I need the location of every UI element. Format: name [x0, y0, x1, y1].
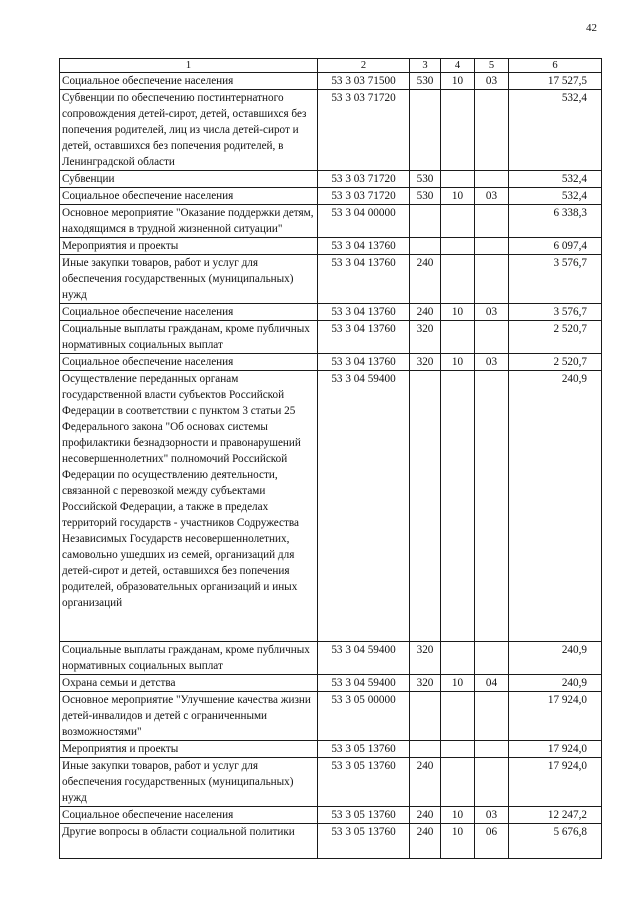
column-header: 2: [318, 59, 410, 73]
expense-type-cell: 240: [410, 824, 441, 859]
subsection-cell: [475, 321, 509, 354]
item-name-cell: Социальное обеспечение населения: [60, 188, 318, 205]
item-name-cell: Социальное обеспечение населения: [60, 354, 318, 371]
target-code-cell: 53 3 05 13760: [318, 758, 410, 807]
amount-cell: 6 338,3: [509, 205, 602, 238]
section-cell: [441, 205, 475, 238]
amount-cell: 240,9: [509, 371, 602, 642]
expense-type-cell: 530: [410, 188, 441, 205]
amount-cell: 12 247,2: [509, 807, 602, 824]
expense-type-cell: [410, 90, 441, 171]
amount-cell: 240,9: [509, 642, 602, 675]
expense-type-cell: 320: [410, 354, 441, 371]
amount-cell: 2 520,7: [509, 321, 602, 354]
expense-type-cell: [410, 692, 441, 741]
page-number: 42: [586, 22, 597, 34]
subsection-cell: [475, 205, 509, 238]
item-name-cell: Охрана семьи и детства: [60, 675, 318, 692]
target-code-cell: 53 3 03 71720: [318, 171, 410, 188]
table-row: [60, 642, 602, 675]
item-name-cell: Субвенции по обеспечению постинтернатного сопровождения детей-сирот, детей, оставшихся без попечения родителей, лиц из числа детей-сирот и детей, оставшихся без попечения родителей, в Ленинградской области: [60, 90, 318, 171]
target-code-cell: 53 3 04 13760: [318, 354, 410, 371]
target-code-cell: 53 3 05 13760: [318, 824, 410, 859]
item-name-cell: Социальное обеспечение населения: [60, 73, 318, 90]
section-cell: [441, 758, 475, 807]
subsection-cell: [475, 255, 509, 304]
expense-type-cell: 240: [410, 807, 441, 824]
expense-type-cell: [410, 371, 441, 642]
expense-type-cell: 530: [410, 73, 441, 90]
item-name-cell: Иные закупки товаров, работ и услуг для обеспечения государственных (муниципальных) нужд: [60, 255, 318, 304]
target-code-cell: 53 3 04 13760: [318, 321, 410, 354]
amount-cell: 17 924,0: [509, 741, 602, 758]
table-row: [60, 171, 602, 188]
expense-type-cell: 320: [410, 675, 441, 692]
table-row: [60, 371, 602, 642]
subsection-cell: 04: [475, 675, 509, 692]
amount-cell: 532,4: [509, 90, 602, 171]
target-code-cell: 53 3 04 13760: [318, 304, 410, 321]
section-cell: 10: [441, 824, 475, 859]
section-cell: [441, 741, 475, 758]
expense-type-cell: 240: [410, 255, 441, 304]
table-row: [60, 354, 602, 371]
target-code-cell: 53 3 05 00000: [318, 692, 410, 741]
subsection-cell: [475, 758, 509, 807]
column-header: 4: [441, 59, 475, 73]
expense-type-cell: [410, 238, 441, 255]
subsection-cell: [475, 642, 509, 675]
section-cell: 10: [441, 675, 475, 692]
amount-cell: 17 924,0: [509, 692, 602, 741]
table-row: [60, 188, 602, 205]
table-row: [60, 807, 602, 824]
table-row: [60, 238, 602, 255]
table-row: [60, 304, 602, 321]
table-row: [60, 73, 602, 90]
subsection-cell: [475, 171, 509, 188]
amount-cell: 17 527,5: [509, 73, 602, 90]
amount-cell: 2 520,7: [509, 354, 602, 371]
section-cell: 10: [441, 354, 475, 371]
target-code-cell: 53 3 04 59400: [318, 675, 410, 692]
section-cell: [441, 238, 475, 255]
table-row: [60, 255, 602, 304]
table-row: [60, 90, 602, 171]
section-cell: [441, 90, 475, 171]
table-row: [60, 692, 602, 741]
subsection-cell: [475, 371, 509, 642]
subsection-cell: 03: [475, 73, 509, 90]
budget-table: [59, 58, 602, 859]
amount-cell: 532,4: [509, 188, 602, 205]
target-code-cell: 53 3 04 13760: [318, 255, 410, 304]
target-code-cell: 53 3 04 59400: [318, 371, 410, 642]
item-name-cell: Мероприятия и проекты: [60, 238, 318, 255]
subsection-cell: 03: [475, 354, 509, 371]
target-code-cell: 53 3 04 00000: [318, 205, 410, 238]
amount-cell: 3 576,7: [509, 255, 602, 304]
table-row: [60, 741, 602, 758]
target-code-cell: 53 3 03 71500: [318, 73, 410, 90]
subsection-cell: 03: [475, 188, 509, 205]
section-cell: [441, 692, 475, 741]
item-name-cell: Иные закупки товаров, работ и услуг для обеспечения государственных (муниципальных) нужд: [60, 758, 318, 807]
subsection-cell: [475, 90, 509, 171]
column-header: 6: [509, 59, 602, 73]
table-header-row: [60, 59, 602, 73]
amount-cell: 532,4: [509, 171, 602, 188]
expense-type-cell: 320: [410, 642, 441, 675]
expense-type-cell: 240: [410, 758, 441, 807]
item-name-cell: Социальное обеспечение населения: [60, 304, 318, 321]
column-header: 1: [60, 59, 318, 73]
target-code-cell: 53 3 05 13760: [318, 741, 410, 758]
item-name-cell: Основное мероприятие "Оказание поддержки детям, находящимся в трудной жизненной ситуации": [60, 205, 318, 238]
table-row: [60, 321, 602, 354]
subsection-cell: [475, 692, 509, 741]
item-name-cell: Осуществление переданных органам государственной власти субъектов Российской Федерации в соответствии с пунктом 3 статьи 25 Федерального закона "Об основах системы профилактики безнадзорности и правонарушений несовершеннолетних" полномочий Российской Федерации по осуществлению деятельности, связанной с перевозкой между субъектами Российской Федерации, а также в пределах территорий государств - участников Содружества Независимых Государств несовершеннолетних, самовольно ушедших из семей, организаций для детей-сирот и детей, оставшихся без попечения родителей, образовательных организаций и иных организаций: [60, 371, 318, 642]
subsection-cell: 03: [475, 807, 509, 824]
amount-cell: 3 576,7: [509, 304, 602, 321]
target-code-cell: 53 3 04 59400: [318, 642, 410, 675]
target-code-cell: 53 3 05 13760: [318, 807, 410, 824]
section-cell: [441, 171, 475, 188]
column-header: 3: [410, 59, 441, 73]
target-code-cell: 53 3 03 71720: [318, 188, 410, 205]
section-cell: [441, 321, 475, 354]
amount-cell: 6 097,4: [509, 238, 602, 255]
section-cell: [441, 371, 475, 642]
item-name-cell: Социальные выплаты гражданам, кроме публичных нормативных социальных выплат: [60, 321, 318, 354]
table-row: [60, 205, 602, 238]
item-name-cell: Социальные выплаты гражданам, кроме публичных нормативных социальных выплат: [60, 642, 318, 675]
item-name-cell: Социальное обеспечение населения: [60, 807, 318, 824]
target-code-cell: 53 3 03 71720: [318, 90, 410, 171]
amount-cell: 17 924,0: [509, 758, 602, 807]
subsection-cell: 03: [475, 304, 509, 321]
item-name-cell: Другие вопросы в области социальной политики: [60, 824, 318, 859]
subsection-cell: 06: [475, 824, 509, 859]
section-cell: 10: [441, 304, 475, 321]
section-cell: 10: [441, 807, 475, 824]
item-name-cell: Мероприятия и проекты: [60, 741, 318, 758]
expense-type-cell: 240: [410, 304, 441, 321]
table-row: [60, 675, 602, 692]
expense-type-cell: 530: [410, 171, 441, 188]
column-header: 5: [475, 59, 509, 73]
target-code-cell: 53 3 04 13760: [318, 238, 410, 255]
table-row: [60, 824, 602, 859]
section-cell: 10: [441, 73, 475, 90]
section-cell: 10: [441, 188, 475, 205]
section-cell: [441, 642, 475, 675]
expense-type-cell: 320: [410, 321, 441, 354]
expense-type-cell: [410, 741, 441, 758]
amount-cell: 5 676,8: [509, 824, 602, 859]
subsection-cell: [475, 741, 509, 758]
item-name-cell: Субвенции: [60, 171, 318, 188]
table-row: [60, 758, 602, 807]
expense-type-cell: [410, 205, 441, 238]
section-cell: [441, 255, 475, 304]
amount-cell: 240,9: [509, 675, 602, 692]
subsection-cell: [475, 238, 509, 255]
item-name-cell: Основное мероприятие "Улучшение качества жизни детей-инвалидов и детей с ограниченными возможностями": [60, 692, 318, 741]
